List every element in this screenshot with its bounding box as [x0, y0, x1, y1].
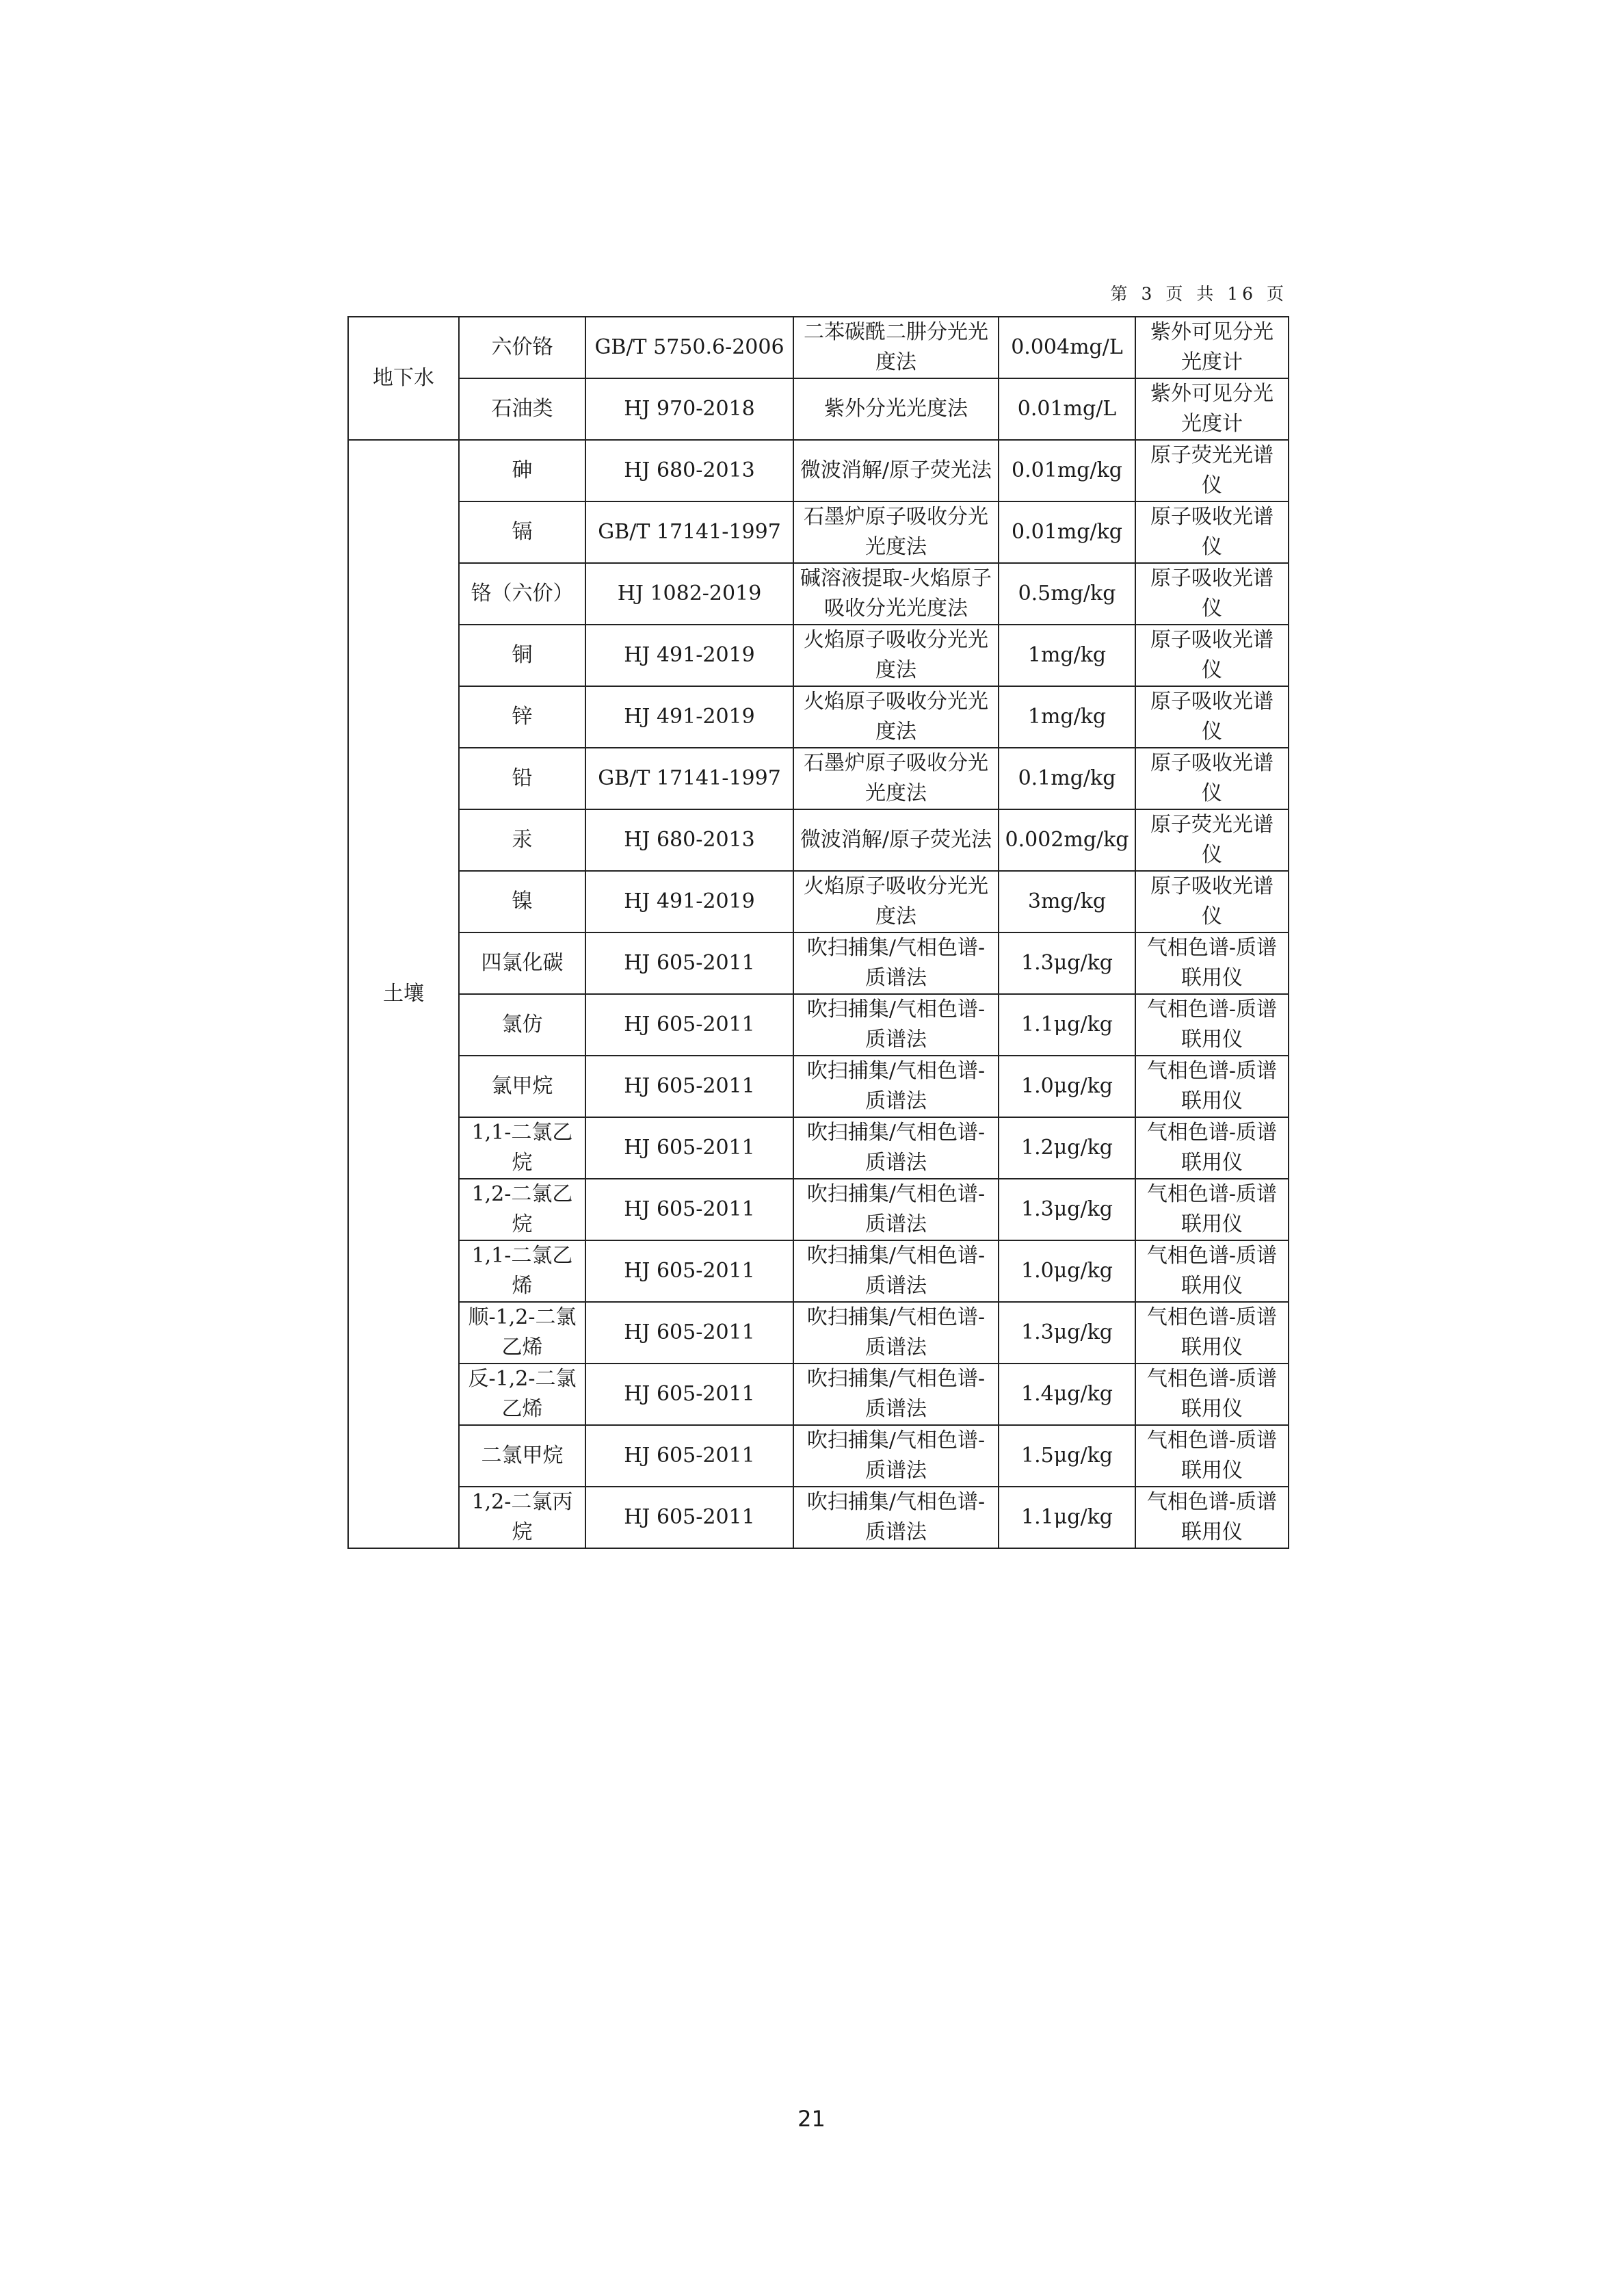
item-cell: 汞	[459, 809, 585, 871]
detection-limit-cell: 0.002mg/kg	[999, 809, 1135, 871]
method-cell: 吹扫捕集/气相色谱-质谱法	[793, 1364, 999, 1425]
table-row	[348, 378, 1289, 440]
item-cell: 锌	[459, 686, 585, 748]
instrument-cell: 气相色谱-质谱联用仪	[1135, 1302, 1289, 1364]
page-header: 第 3 页 共 16 页	[1110, 284, 1288, 304]
table-row	[348, 1425, 1289, 1487]
method-cell: 紫外分光光度法	[793, 378, 999, 440]
method-cell: 吹扫捕集/气相色谱-质谱法	[793, 1117, 999, 1179]
instrument-cell: 气相色谱-质谱联用仪	[1135, 1487, 1289, 1548]
method-cell: 吹扫捕集/气相色谱-质谱法	[793, 994, 999, 1056]
detection-limit-cell: 0.004mg/L	[999, 317, 1135, 378]
instrument-cell: 气相色谱-质谱联用仪	[1135, 932, 1289, 994]
method-cell: 微波消解/原子荧光法	[793, 809, 999, 871]
method-cell: 二苯碳酰二肼分光光度法	[793, 317, 999, 378]
instrument-cell: 紫外可见分光光度计	[1135, 378, 1289, 440]
table-row	[348, 1302, 1289, 1364]
standard-cell: HJ 605-2011	[585, 1302, 793, 1364]
item-cell: 镉	[459, 501, 585, 563]
standard-cell: HJ 605-2011	[585, 1056, 793, 1117]
item-cell: 镍	[459, 871, 585, 932]
instrument-cell: 气相色谱-质谱联用仪	[1135, 1364, 1289, 1425]
item-cell: 六价铬	[459, 317, 585, 378]
detection-limit-cell: 1.3μg/kg	[999, 932, 1135, 994]
detection-limit-cell: 1.4μg/kg	[999, 1364, 1135, 1425]
table-row	[348, 1117, 1289, 1179]
detection-limit-cell: 0.01mg/kg	[999, 501, 1135, 563]
detection-limit-cell: 0.01mg/L	[999, 378, 1135, 440]
instrument-cell: 气相色谱-质谱联用仪	[1135, 1117, 1289, 1179]
detection-limit-cell: 0.1mg/kg	[999, 748, 1135, 809]
instrument-cell: 原子吸收光谱仪	[1135, 501, 1289, 563]
table-row	[348, 501, 1289, 563]
method-cell: 吹扫捕集/气相色谱-质谱法	[793, 1179, 999, 1240]
instrument-cell: 原子吸收光谱仪	[1135, 748, 1289, 809]
table-row	[348, 686, 1289, 748]
standard-cell: HJ 680-2013	[585, 440, 793, 501]
item-cell: 铅	[459, 748, 585, 809]
detection-limit-cell: 1.1μg/kg	[999, 1487, 1135, 1548]
item-cell: 四氯化碳	[459, 932, 585, 994]
detection-methods-table	[347, 316, 1289, 1549]
detection-limit-cell: 0.01mg/kg	[999, 440, 1135, 501]
method-cell: 微波消解/原子荧光法	[793, 440, 999, 501]
standard-cell: HJ 491-2019	[585, 625, 793, 686]
item-cell: 1,1-二氯乙烯	[459, 1240, 585, 1302]
instrument-cell: 原子吸收光谱仪	[1135, 686, 1289, 748]
page-number: 21	[797, 2106, 826, 2132]
table-row	[348, 625, 1289, 686]
table-row	[348, 932, 1289, 994]
detection-limit-cell: 1.0μg/kg	[999, 1056, 1135, 1117]
table-body	[348, 317, 1289, 1548]
instrument-cell: 原子吸收光谱仪	[1135, 625, 1289, 686]
instrument-cell: 紫外可见分光光度计	[1135, 317, 1289, 378]
table-row	[348, 1240, 1289, 1302]
item-cell: 氯仿	[459, 994, 585, 1056]
instrument-cell: 原子荧光光谱仪	[1135, 440, 1289, 501]
item-cell: 二氯甲烷	[459, 1425, 585, 1487]
table-row	[348, 748, 1289, 809]
item-cell: 1,2-二氯丙烷	[459, 1487, 585, 1548]
standard-cell: HJ 605-2011	[585, 1117, 793, 1179]
detection-limit-cell: 1.2μg/kg	[999, 1117, 1135, 1179]
detection-limit-cell: 0.5mg/kg	[999, 563, 1135, 625]
standard-cell: HJ 491-2019	[585, 686, 793, 748]
standard-cell: HJ 970-2018	[585, 378, 793, 440]
table-row	[348, 317, 1289, 378]
table-row	[348, 440, 1289, 501]
table-row	[348, 1179, 1289, 1240]
standard-cell: HJ 1082-2019	[585, 563, 793, 625]
table-row	[348, 1364, 1289, 1425]
detection-limit-cell: 1mg/kg	[999, 686, 1135, 748]
method-cell: 火焰原子吸收分光光度法	[793, 871, 999, 932]
detection-limit-cell: 1.0μg/kg	[999, 1240, 1135, 1302]
standard-cell: GB/T 17141-1997	[585, 748, 793, 809]
instrument-cell: 气相色谱-质谱联用仪	[1135, 1179, 1289, 1240]
instrument-cell: 气相色谱-质谱联用仪	[1135, 1240, 1289, 1302]
instrument-cell: 原子吸收光谱仪	[1135, 563, 1289, 625]
method-cell: 吹扫捕集/气相色谱-质谱法	[793, 1487, 999, 1548]
method-cell: 吹扫捕集/气相色谱-质谱法	[793, 932, 999, 994]
item-cell: 1,2-二氯乙烷	[459, 1179, 585, 1240]
table-row	[348, 994, 1289, 1056]
standard-cell: HJ 605-2011	[585, 1364, 793, 1425]
item-cell: 氯甲烷	[459, 1056, 585, 1117]
item-cell: 铜	[459, 625, 585, 686]
standard-cell: HJ 605-2011	[585, 1240, 793, 1302]
detection-limit-cell: 1.1μg/kg	[999, 994, 1135, 1056]
item-cell: 砷	[459, 440, 585, 501]
item-cell: 石油类	[459, 378, 585, 440]
table-row	[348, 563, 1289, 625]
standard-cell: HJ 605-2011	[585, 1425, 793, 1487]
detection-limit-cell: 3mg/kg	[999, 871, 1135, 932]
medium-cell: 土壤	[348, 440, 459, 1548]
item-cell: 1,1-二氯乙烷	[459, 1117, 585, 1179]
method-cell: 石墨炉原子吸收分光光度法	[793, 501, 999, 563]
standard-cell: HJ 605-2011	[585, 1179, 793, 1240]
method-cell: 吹扫捕集/气相色谱-质谱法	[793, 1240, 999, 1302]
instrument-cell: 原子荧光光谱仪	[1135, 809, 1289, 871]
item-cell: 顺-1,2-二氯乙烯	[459, 1302, 585, 1364]
standard-cell: HJ 605-2011	[585, 1487, 793, 1548]
detection-limit-cell: 1.3μg/kg	[999, 1179, 1135, 1240]
instrument-cell: 气相色谱-质谱联用仪	[1135, 994, 1289, 1056]
standard-cell: HJ 605-2011	[585, 932, 793, 994]
method-cell: 石墨炉原子吸收分光光度法	[793, 748, 999, 809]
table-row	[348, 809, 1289, 871]
instrument-cell: 原子吸收光谱仪	[1135, 871, 1289, 932]
detection-limit-cell: 1.3μg/kg	[999, 1302, 1135, 1364]
table-row	[348, 1487, 1289, 1548]
standard-cell: HJ 491-2019	[585, 871, 793, 932]
standard-cell: HJ 680-2013	[585, 809, 793, 871]
item-cell: 反-1,2-二氯乙烯	[459, 1364, 585, 1425]
method-cell: 火焰原子吸收分光光度法	[793, 625, 999, 686]
item-cell: 铬（六价）	[459, 563, 585, 625]
method-cell: 吹扫捕集/气相色谱-质谱法	[793, 1302, 999, 1364]
method-cell: 碱溶液提取-火焰原子吸收分光光度法	[793, 563, 999, 625]
method-cell: 火焰原子吸收分光光度法	[793, 686, 999, 748]
detection-limit-cell: 1.5μg/kg	[999, 1425, 1135, 1487]
standard-cell: HJ 605-2011	[585, 994, 793, 1056]
instrument-cell: 气相色谱-质谱联用仪	[1135, 1056, 1289, 1117]
method-cell: 吹扫捕集/气相色谱-质谱法	[793, 1056, 999, 1117]
instrument-cell: 气相色谱-质谱联用仪	[1135, 1425, 1289, 1487]
table-row	[348, 1056, 1289, 1117]
detection-limit-cell: 1mg/kg	[999, 625, 1135, 686]
method-cell: 吹扫捕集/气相色谱-质谱法	[793, 1425, 999, 1487]
standard-cell: GB/T 5750.6-2006	[585, 317, 793, 378]
table-row	[348, 871, 1289, 932]
medium-cell: 地下水	[348, 317, 459, 440]
standard-cell: GB/T 17141-1997	[585, 501, 793, 563]
